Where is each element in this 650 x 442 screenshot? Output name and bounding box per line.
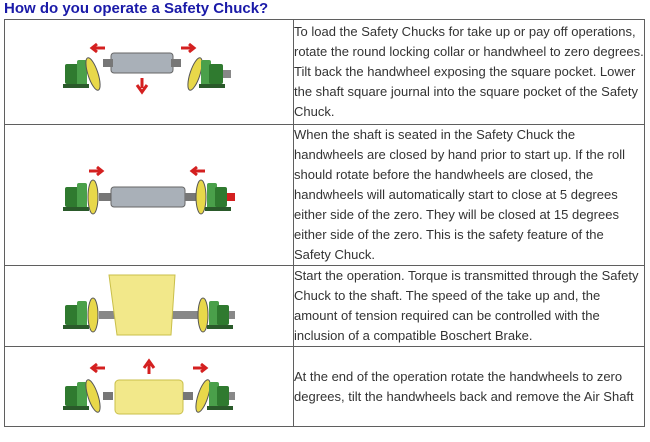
step-text: At the end of the operation rotate the handwheels to zero degrees, tilt the handwheels back and remove the Air Shaft (294, 368, 634, 404)
step-description (294, 266, 645, 347)
safety-chuck-open-shaft-lowering-icon (59, 40, 239, 104)
step-illustration-cell (5, 125, 294, 266)
step-illustration-cell (5, 20, 294, 125)
step-description (294, 20, 645, 125)
safety-chuck-remove-shaft-icon (59, 354, 239, 420)
safety-chuck-running-roll-icon (59, 271, 239, 341)
step-row (5, 266, 645, 347)
step-row (5, 20, 645, 125)
step-text: When the shaft is seated in the Safety Chuck the handwheels are closed by hand prior to start up. If the roll should rotate before the handwheels are closed, the handwheels will automatically start to close at 5 degrees either side of the zero. They will be closed at 15 degrees either side of the zero. This is the safety feature of the Safety Chuck. (294, 127, 625, 262)
step-row (5, 347, 645, 427)
step-description (294, 347, 645, 427)
step-description (294, 125, 645, 266)
page-title: How do you operate a Safety Chuck? (4, 0, 269, 17)
step-text: Start the operation. Torque is transmitted through the Safety Chuck to the shaft. The speed of the take up and, the amount of tension required can be controlled with the inclusion of a compatible Boschert Brake. (294, 268, 639, 343)
step-illustration-cell (5, 347, 294, 427)
safety-chuck-closing-handwheels-icon (59, 163, 239, 227)
step-row (5, 125, 645, 266)
steps-table (4, 19, 645, 427)
step-illustration-cell (5, 266, 294, 347)
step-text: To load the Safety Chucks for take up or pay off operations, rotate the round locking collar or handwheel to zero degrees. Tilt back the handwheel exposing the square pocket. Lower the shaft square journal into the square pocket of the Safety Chuck. (294, 24, 644, 119)
